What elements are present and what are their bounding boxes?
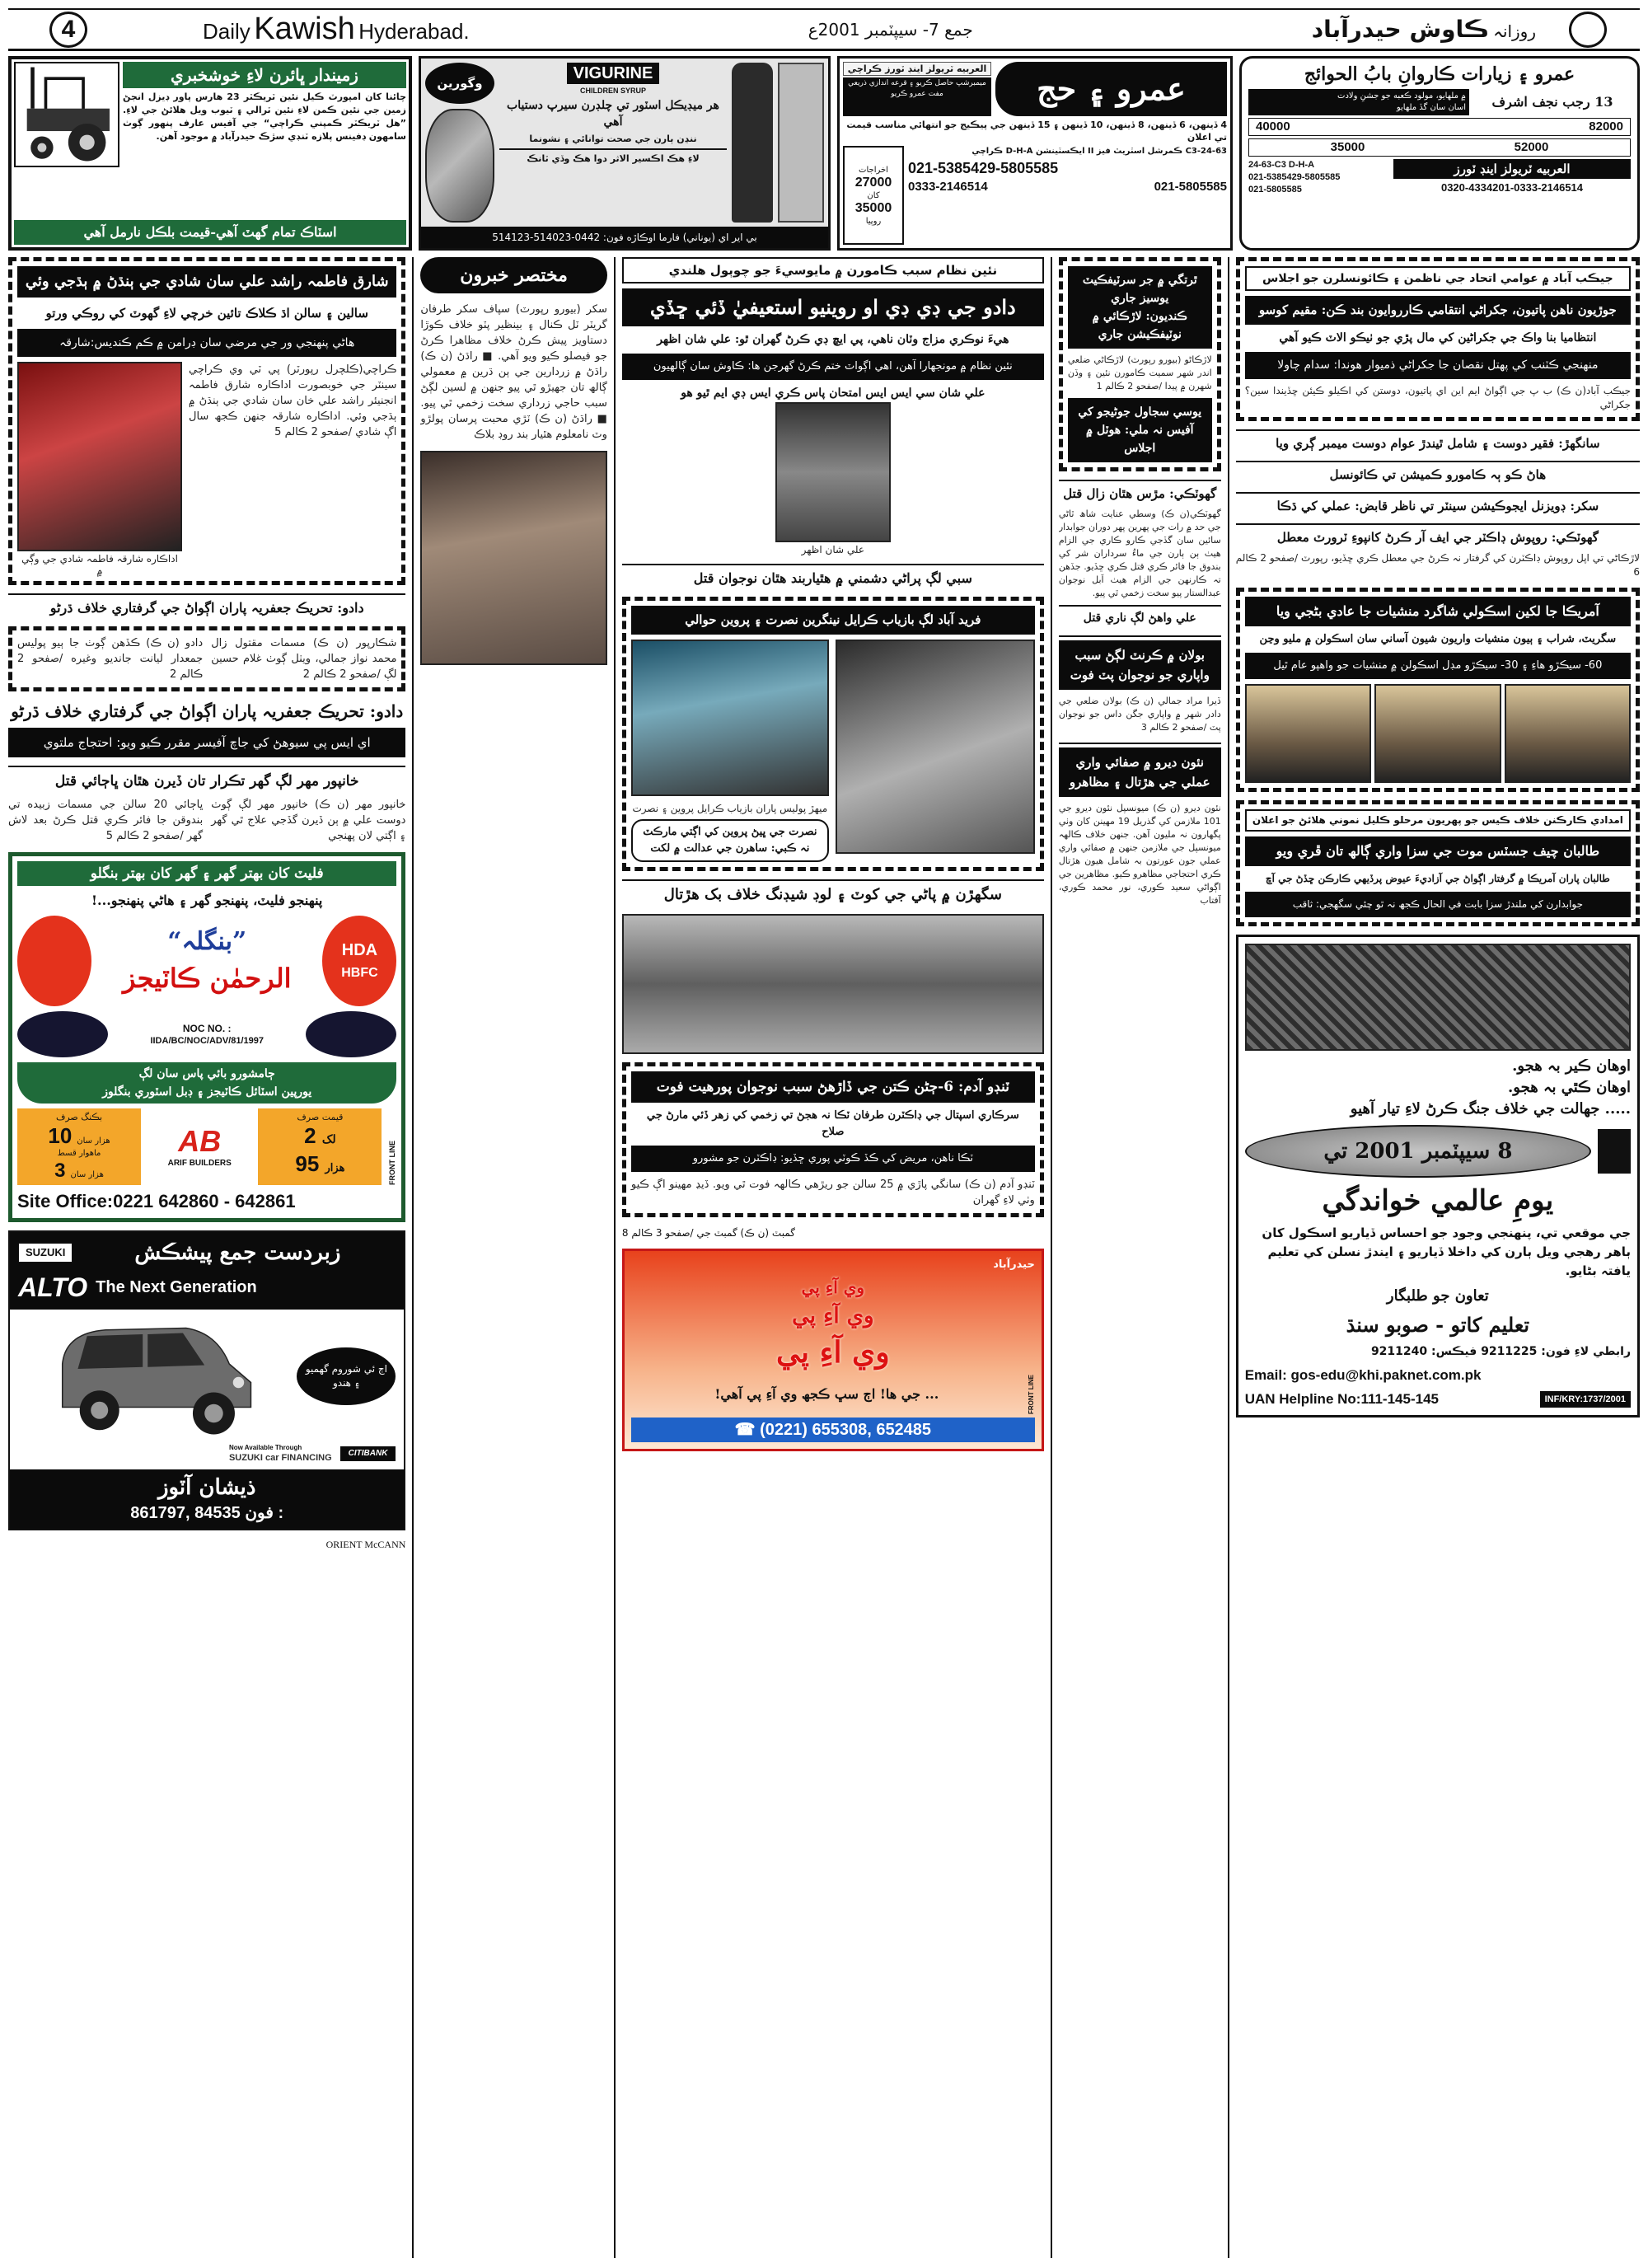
shariq-story-frame: [8, 257, 405, 585]
price-lakh: [260, 1123, 379, 1151]
karwan-line1: ۾ ملهايو، مولود ڪعبه جو جشنِ ولادت: [1337, 91, 1466, 101]
col-narrow: [420, 257, 606, 2258]
booking-row: [20, 1123, 138, 1148]
naudero-body: نئون ديرو (ن ڪ) ميونسپل نئون ديرو جي 101 ملازمن کي گذريل 19 مهينن کان وٺي پگهارون نہ مليون آهن. جنهن خلاف ڪالهہ ميونسپل جي ملازمن جنهن ۾ صفائي واري عملي جون عورتون بہ شامل هيون هڙتال ڪري احتجاجي مظاهرو ڪيو. مظاهرين جي اڳواڻي سعيد ڪوري، نور محمد ڪوري، آفتاب: [1058, 803, 1221, 906]
student-photos: [1245, 684, 1631, 783]
vigurine-tagline: CHILDREN SYRUP: [579, 87, 646, 95]
booking-value: 10: [48, 1123, 73, 1148]
literacy-department: تعليم کاتو - صوبو سنڌ: [1346, 1313, 1530, 1337]
dadu-ddo-kicker: نئين نظام سبب ڪامورن ۾ مايوسيءَ جو چوٻول هلندي: [622, 257, 1044, 284]
bungalow-ad: [8, 852, 405, 1222]
sindhi-title-brand: ڪاوش حيدرآباد: [1311, 16, 1490, 43]
suzuki-phone: 861797, 84535: [130, 1504, 241, 1522]
english-title-prefix: Daily: [203, 19, 250, 44]
bungalow-lines: [17, 1062, 396, 1104]
khanpur-body-right: خانپور مهر (ن ڪ) خانپور مهر لڳ ڳوٺ دوست علي ۾ ٻن ڏيرن گڏجي علاج ٿي گهر ۽ اڳتي لان پهنجي: [211, 799, 406, 842]
tando-adam-headline: ٽنڊو آدم: 6-ڄڻن ڪتن جي ڏاڙهڻ سبب نوجوان پورهيت فوت: [631, 1071, 1035, 1103]
top-ads-row: [8, 56, 1640, 251]
suzuki-phone-row: [18, 1502, 396, 1524]
dadu-ddo-deck: نئين نظام ۾ مونجهارا آهن، اهي اڳواٽ ختم ڪرڻ گهرجن ها: ڪاوش سان ڳالهيون: [622, 354, 1044, 380]
col-rule-3: [1228, 257, 1229, 2258]
bungalow-right-oval: [306, 1011, 396, 1057]
ghotki-murder-headline: گهوٽڪي: مڙس هٿان زال قتل: [1063, 486, 1217, 501]
umrah-hajj-packages: 4 ڏينهن، 6 ڏينهن، 8 ڏينهن، 10 ڏينهن ۽ 15 ڏينهن جي پيڪيج جو انتهائي مناسب قيمت تي اعلان: [846, 119, 1227, 143]
dadu-ddo-deck2: علي شان سي ايس ايس امتحان پاس ڪري ايس ڊي ايم ٿيو هو: [681, 387, 986, 400]
karwan-headline: عمرو ۽ زيارات ڪاروانِ بابُ الحوائج: [1304, 63, 1575, 85]
vigurine-logo: وگورين: [425, 63, 494, 104]
ali-shan-photo-block: [775, 402, 891, 555]
umrah-hajj-fax: 021-5805585: [1154, 180, 1227, 194]
mukhtasar-body: سکر (بيورو رپورٽ) سپاف سکر طرفان گريٽر ٽل ڪنال ۽ بينظير پٽو خلاف ڪوڙا دستاويز پيش ڪرڻ خلاف مظاهرا ڪرڻ جو فيصلو ڪيو ويو آهي. ■ راڌڻ (ن ڪ) راڌڻ ۾ زردارين جي ٻن ڌرين ۾ معمولي ڳالھ تان جهيڙو ٿي پيو جنهن ۾ لسين لڳڻ سبب حاجي زرداري سخت زخمي ٿي پيو. ■ راڌڻ (ن ڪ) ٽڙي محبت پرسان پولڙو وٽ نامعلوم هٿيار بند روڊ بلاڪ: [420, 303, 607, 441]
khanpur-body-left: ڀاڄائي 20 سالن جي مسمات زبيده تي بندوقن جا فائر ڪري قتل ڪرڻ بعد لاش گهر /صفحو 2 ڪالم 5: [8, 799, 204, 842]
suzuki-dealer-band: [10, 1469, 404, 1529]
financing-block: [229, 1443, 332, 1464]
literacy-quote-line2: اوهان ڪٿي بہ هجو.: [1508, 1079, 1632, 1096]
umrah-hajj-agency-block: [843, 62, 991, 116]
bungalow-agency: FRONT LINE: [388, 1141, 397, 1185]
vigurine-text: [499, 63, 727, 223]
dadu-ddo-headline: دادو جي ڊي ڊي او روينيو استعيفيٰ ڏئي ڇڏي: [622, 288, 1044, 326]
karwan-contact: [1248, 159, 1388, 245]
literacy-ad: [1236, 935, 1640, 1418]
sehwan-headline: دادو: تحريڪ جعفريہ پاران اڳواڻ جي گرفتاري خلاف ڌرڻو: [8, 593, 405, 618]
karwan-address-code: 24-63-C3: [1248, 160, 1286, 170]
jacobabad-frame: [1236, 257, 1640, 421]
child-photo: [425, 109, 494, 223]
tractor-footer: اسٽاڪ تمام گهٽ آهي-قيمت بلڪل نارمل آهي: [14, 220, 406, 245]
suzuki-model: ALTO: [18, 1272, 88, 1302]
suzuki-headline: زبردست جمع پيشڪش: [134, 1240, 341, 1265]
taliban-deck: جوابدارن کي ملندڙ سزا بابت في الحال ڪجھ نہ ٿو چئي سگهجي: ثاقب: [1245, 892, 1631, 917]
nusrat-parveen-photo: [631, 640, 829, 796]
tando-adam-body: ٽنڊو آدم (ن ڪ) سانگي پاڙي ۾ 25 سالن جو ريڙهي ڪالهہ فوت ٿي ويو. ڏيڍ مهينو اڳ ڪيو وٺي لاءِ گهران: [630, 1179, 1035, 1207]
ghotki-prison-body: لاڙڪاڻي تي اپل روپوش ڊاڪٽرن کي گرفتار نہ ڪرڻ جي معطل ڪري ڇڏيو، رپورٽ /صفحو 2 ڪالم 6: [1235, 552, 1641, 578]
suzuki-logo: SUZUKI: [18, 1243, 73, 1263]
umrah-hajj-headline: عمرو ۽ حج: [995, 62, 1227, 116]
bungalow-brand: الرحمٰن ڪاٽيجز: [122, 963, 292, 994]
phone-icon: ☎: [734, 1421, 756, 1439]
col-rule-2b: [1051, 257, 1052, 2258]
vip-tagline: ... جي ها! اڄ سڀ ڪجھ وي آءِ پي آهي!: [714, 1386, 939, 1402]
suzuki-agency: ORIENT McCANN: [325, 1539, 406, 1550]
literacy-helpline: UAN Helpline No:111-145-145: [1244, 1391, 1439, 1407]
vip-ad: [622, 1249, 1044, 1451]
karwan-address: [1248, 159, 1388, 171]
shariq-caption: اداڪاره شارقہ فاطمہ شادي جي وڳي ۾: [21, 553, 178, 576]
literacy-title: يومِ عالمي خواندگي: [1322, 1184, 1554, 1217]
certificates-h2: ڪنديون: لاڙڪائي ۾ نوٽيفڪيشن جاري: [1092, 310, 1187, 341]
certificates-frame: [1059, 257, 1221, 471]
karwan-agency: العربيه ٽريولز اينڊ ٽورز: [1393, 159, 1631, 179]
currency: روپيا: [865, 216, 882, 226]
america-schools-subhead: سگريٽ، شراب ۽ ٻيون منشيات واريون شيون آساني سان اسڪولن ۾ مليو وڃن: [1259, 633, 1617, 645]
ghotki-murder-story: [1059, 480, 1221, 627]
vigurine-headline: هر ميڊيڪل اسٽور تي چلڊرن سيرپ دستياب آهي: [507, 99, 719, 129]
bolan-headline: بولان ۾ ڪرنٽ لڳڻ سبب واپاري جو نوجوان پٽ فوت: [1059, 640, 1221, 690]
jafria-headline: دادو: تحريڪ جعفريہ پاران اڳواڻ جي گرفتاري خلاف ڌرڻو: [11, 701, 404, 721]
sanghar-headline: سانگهڙ: فقير دوست ۽ شامل ٿيندڙ عوام دوست ميمبر ڳري ويا: [1236, 429, 1640, 452]
noc-block: [115, 1022, 299, 1047]
col-rule-2: [614, 257, 616, 2258]
vigurine-footer: بي اير اي (يوناني) فارما اوڪاڙه فون: 0442-514023-514123: [421, 227, 828, 248]
naudero-headline: نئون ديرو ۾ صفائي واري عملي جي هڙتال ۽ مظاهرو: [1059, 747, 1221, 797]
karwan-ad: [1239, 56, 1640, 251]
masthead-right: [1312, 12, 1607, 48]
america-schools-frame: [1236, 588, 1640, 792]
umrah-hajj-contact: [908, 146, 1227, 245]
literacy-illustration: [1245, 944, 1631, 1051]
umrah-hajj-top: [843, 62, 1227, 116]
bungalow-price-row: [17, 1108, 396, 1185]
literacy-email: Email: gos-edu@khi.paknet.com.pk: [1244, 1367, 1482, 1383]
bungalow-word: ”بنگلہ“: [167, 927, 247, 956]
bungalow-top-banner: فليٽ کان بهتر گهر ۽ گهر کان بهتر بنگلو: [17, 861, 396, 886]
umrah-hajj-price-box: [843, 146, 904, 245]
col-mid-right: [1059, 257, 1221, 2258]
suzuki-dealer: ذيشان آٽوز: [157, 1475, 256, 1500]
price-thousand-value: 95: [295, 1151, 320, 1176]
price-from: 27000: [854, 175, 892, 190]
jacobabad-headline: جوڙيون ناهن پاتيون، جکراڻي انتقامي ڪارروايون بند ڪن: مقيم کوسو: [1245, 296, 1631, 325]
literacy-cooperation: تعاون جو طلبگار: [1386, 1287, 1489, 1305]
literacy-body: جي موقعي تي، پنهنجي وجود جو احساس ڏياريو اسڪول کان ٻاهر رهجي ويل ٻارن کي داخلا ڏياريو ۽ ايندڙ نسلن کي تعليم يافتہ بڻايو.: [1262, 1225, 1632, 1278]
suzuki-starburst: اڄ ئي شوروم گهميو ۽ هندو: [297, 1347, 396, 1405]
jafria-story: [8, 700, 405, 757]
vip-headline-2: وي آءِ پي: [792, 1304, 874, 1328]
site-office: Site Office:0221 642860 - 642861: [17, 1191, 296, 1211]
jacobabad-body: جيڪب آباد(ن ڪ) ب پ جي اڳواڻ ايم اين اي پاتيون، دوستن کي اڪيلو ڪيئن ڇڏيندا سين؟ جکراڻي: [1244, 385, 1632, 410]
bungalow-right-badge: [322, 916, 396, 1006]
bolan-body: ڏيرا مراد جمالي (ن ڪ) بولان ضلعي جي دادر شهر ۾ واپاري جگن داس جو نوجوان پٽ /صفحو 2 ڪالم 3: [1058, 696, 1221, 733]
tractor-headline: زميندار ڀائرن لاءِ خوشخبري: [123, 62, 406, 88]
karwan-dha: D-H-A: [1288, 160, 1315, 170]
alto-car-image: [18, 1314, 292, 1438]
literacy-quote-line1: اوهان ڪير بہ هجو.: [1512, 1057, 1632, 1075]
bolan-story: [1059, 635, 1221, 734]
shariq-deck: هاڻي پنهنجي ور جي مرضي سان ڊرامن ۾ ڪم ڪنديس:شارقہ: [17, 329, 396, 357]
syrup-box-image: [778, 63, 824, 223]
builder-name: ARIF BUILDERS: [167, 1158, 232, 1168]
booking-unit: هزار سان: [77, 1136, 110, 1146]
suzuki-model-row: [18, 1272, 396, 1303]
hda-label: HDA: [341, 941, 378, 959]
literacy-corner-block: [1598, 1129, 1631, 1174]
faridabad-headline: فريد آباد لڳ بازياب ڪرايل نينگرين نصرت ۽ پروين حوالي: [631, 606, 1035, 635]
literacy-quote: [1245, 1056, 1631, 1120]
certificates-headline: [1068, 266, 1212, 349]
builder-block: [147, 1108, 251, 1185]
karwan-price3: 52000: [1514, 140, 1549, 154]
karwan-mobile: 0320-4334201-0333-2146514: [1440, 181, 1584, 194]
price-to: 35000: [854, 200, 892, 215]
main-body: [8, 257, 1640, 2258]
karwan-phone: 021-5385429-5805585: [1248, 172, 1341, 182]
bungalow-left-badge: [17, 916, 91, 1006]
taliban-kicker: امدادي ڪارڪنن خلاف ڪيس جو پهريون مرحلو ڪليل نموني هلائڻ جو اعلان: [1245, 809, 1631, 832]
naudero-story: [1059, 743, 1221, 907]
suzuki-ad: [8, 1230, 405, 1530]
karwan-fax: 021-5805585: [1248, 185, 1302, 194]
tando-adam-subhead: سرڪاري اسپتال جي ڊاڪٽرن طرفان ٽڪا نہ هجڻ تي زخمي کي زهر ڏئي مارڻ جي صلاح: [646, 1109, 1019, 1138]
noc-label: NOC NO. :: [182, 1022, 232, 1034]
bungalow-center: [17, 916, 396, 1006]
shikarpur-frame: [8, 626, 405, 691]
jacobabad-deck: منهنجي ڪٽنب کي پهتل نقصان جا جکراڻي ذميوار هوندا: سدام چاولا: [1245, 352, 1631, 379]
english-title-suffix: Hyderabad.: [358, 19, 470, 44]
kamoro-headline: هاڻ ڪو ٻہ ڪامورو ڪميشن تي ڪائونسل: [1236, 461, 1640, 484]
umrah-hajj-mobile: 0333-2146514: [908, 180, 988, 194]
suzuki-car-row: [10, 1310, 404, 1443]
installment-value: 3: [54, 1160, 66, 1182]
literacy-helpline-row: [1245, 1389, 1631, 1408]
umrah-hajj-ad: [837, 56, 1233, 251]
literacy-date-row: [1245, 1125, 1631, 1178]
price-to-label: کان: [867, 190, 880, 200]
tractor-text: [123, 62, 406, 218]
vip-agency: FRONT LINE: [1027, 1375, 1035, 1414]
ghotki-prison-story: [1236, 523, 1640, 579]
shariq-body: ڪراچي(ڪلچرل رپورٽر) پي ٽي وي ڪراچي سينٽر جي خوبصورت اداڪاره شارق فاطمہ انجنيئر راشد علي خان سان شادي جي ٻنڌڻ ۾ ٻڌجي وئي. اداڪاره شارقہ جنهن ڪجھ سال اڳ شادي /صفحو 2 ڪالم 5: [189, 363, 397, 438]
hunger-strike-headline: سگهڙن ۾ پاڻي جي کوٽ ۽ لوڊ شيڊنگ خلاف بک هڙتال: [622, 879, 1044, 906]
faridabad-frame: [622, 597, 1044, 871]
khanpur-body: [8, 797, 405, 844]
umrah-hajj-address: 24-63-C3 ڪمرشل اسٽريٽ فيز II ايڪسٽينشن D-H-A ڪراچي: [971, 147, 1227, 156]
karwan-line2: اسان سان گڏ ملهايو: [1396, 103, 1466, 112]
vip-city: حيدرآباد: [993, 1258, 1035, 1271]
ali-shan-photo: [775, 402, 891, 542]
america-schools-deck: 60- سيڪڙو هاءِ ۽ 30- سيڪڙو مڊل اسڪولن ۾ منشيات جو واهپو عام ٿيل: [1245, 653, 1631, 679]
family-photo: [836, 640, 1035, 854]
vigurine-divider: [499, 148, 727, 150]
taliban-subhead: طالبان پاران آمريڪا ۾ گرفتار اڳواڻ جي آزاديءَ عيوض پرڏيهي ڪارڪن ڇڏڻ جي آڇ: [1265, 873, 1610, 884]
umrah-hajj-phone: 021-5385429-5805585: [908, 160, 1059, 176]
shariq-photo-block: [17, 362, 182, 576]
certificates-body: لاڙڪاڻو (بيورو رپورٽ) لاڙڪاڻي ضلعي اندر شهر سميت ڪامورن نئين ۽ وڏن شهرن ۾ پيدا /صفحو 2 ڪالم 1: [1067, 354, 1212, 391]
sibi-headline: سبي لڳ پراڻي دشمني ۾ هٿياربند هٿان نوجوان قتل: [622, 564, 1044, 588]
karwan-price2: 40000: [1256, 119, 1290, 134]
masthead-left: [49, 12, 470, 48]
tractor-icon: [16, 63, 118, 166]
karwan-agency-block: [1393, 159, 1631, 245]
literacy-quote-line3: ..... جهالت جي خلاف جنگ ڪرڻ لاءِ تيار آهيو: [1350, 1100, 1632, 1118]
karwan-price4: 35000: [1330, 140, 1365, 154]
ali-shan-caption: علي شان اظهر: [801, 544, 864, 555]
karwan-bottom: [1248, 159, 1631, 245]
tractor-image: [14, 62, 119, 167]
suzuki-financing-row: [10, 1443, 404, 1469]
vip-tagline-row: [631, 1375, 1035, 1414]
gambat-footer: گمبٽ (ن ڪ) گمبٽ جي /صفحو 3 ڪالم 8: [621, 1227, 795, 1239]
shariq-photo: [17, 362, 182, 551]
suzuki-phone-label: فون :: [245, 1504, 284, 1522]
certificates-h1: ٿرتگي ۾ جر سرٽيفڪيٽ يوسيز جاري: [1082, 274, 1197, 305]
hbfc-label: HBFC: [341, 966, 378, 980]
jacobabad-subhead: انتظاميا بنا واڪ جي جکراڻين کي مال پڙي جو ٺيڪو الاٽ ڪيو آهي: [1279, 331, 1597, 344]
booking-label: بڪنگ صرف: [55, 1112, 103, 1122]
page-number: 4: [49, 12, 87, 48]
mukhtasar-title: مختصر خبرون: [420, 257, 606, 293]
student-photo-1: [1245, 684, 1371, 783]
karwan-prices-row2: [1248, 138, 1631, 157]
installment-label: ماهوار قسط: [57, 1149, 101, 1158]
price-box: [258, 1108, 382, 1185]
price-lakh-value: 2: [304, 1123, 316, 1148]
faridabad-content: [631, 640, 1035, 862]
vigurine-line1: ننڍن ٻارن جي صحت توانائي ۽ نشونما: [529, 134, 697, 144]
suzuki-top-band: [10, 1232, 404, 1310]
vip-phone-bar: [631, 1418, 1035, 1442]
student-photo-2: [1374, 684, 1501, 783]
syrup-bottle-image: [732, 63, 773, 223]
karwan-lines: [1248, 89, 1469, 115]
khanpur-story: [8, 766, 405, 844]
bungalow-brand-block: [98, 926, 316, 996]
vip-headline-3: وي آءِ پي: [776, 1335, 890, 1370]
page-circle-right: [1569, 12, 1607, 48]
ghotki-prison-headline: گهوٽڪي: روپوش ڊاڪٽر جي ايف آر ڪرڻ کانپوءِ ٽرورٽ معطل: [1276, 530, 1599, 545]
america-schools-headline: آمريڪا جا لکين اسڪولي شاگرد منشيات جا عادي بڻجي ويا: [1245, 597, 1631, 626]
literacy-date: 8 سيپٽمبر 2001 تي: [1245, 1125, 1591, 1178]
installment-unit: هزار سان: [70, 1170, 104, 1179]
col-right: [1236, 257, 1640, 2258]
bungalow-noc-row: [17, 1011, 396, 1057]
citibank-logo: CITIBANK: [340, 1446, 396, 1461]
english-title-brand: Kawish: [254, 12, 355, 46]
faridabad-left: [631, 640, 829, 862]
faridabad-caption: ميهڙ پوليس پاران بازياب ڪرايل پروين ۽ نصرت: [632, 803, 828, 814]
noc-value: IIDA/BC/NOC/ADV/81/1997: [150, 1035, 264, 1046]
suzuki-model-tagline: The Next Generation: [96, 1278, 257, 1296]
protest-photo: [622, 914, 1044, 1054]
bungalow-left-oval: [17, 1011, 108, 1057]
sindhi-title: [1312, 16, 1536, 43]
vigurine-brand: VIGURINE: [567, 63, 660, 84]
umrah-hajj-bottom: [843, 146, 1227, 245]
model-photo: [420, 451, 606, 665]
car-icon: [18, 1314, 292, 1438]
dadu-ddo-story: [622, 257, 1044, 555]
umrah-hajj-membership: ميمبرشپ حاصل ڪريو ۽ قرعه اندازي ذريعي مفت عمرو ڪريو: [843, 77, 991, 116]
bungalow-line1: ڄامشورو بائي پاس سان لڳ: [138, 1067, 275, 1080]
bungalow-line2: يورپين اسٽائل ڪاٽيجز ۽ ڊبل اسٽوري بنگلوز: [102, 1085, 312, 1099]
price-lakh-unit: لک: [321, 1132, 336, 1146]
price-thousand-unit: هزار: [325, 1161, 345, 1174]
tractor-top: [12, 59, 409, 220]
jafria-subhead: اي ايس پي سيوهڻ کي جاچ آفيسر مقرر ڪيو ويو: احتجاج ملتوي: [8, 728, 405, 757]
vigurine-ad: [419, 56, 831, 251]
booking-box: [17, 1108, 141, 1185]
umrah-hajj-agency: العربيه ٽريولز اينڊ ٽورز ڪراچي: [843, 62, 991, 76]
karwan-price1: 82000: [1589, 119, 1623, 134]
tando-adam-frame: [622, 1062, 1044, 1217]
expense-label: اخراجات: [859, 165, 888, 175]
col-rule-1: [412, 257, 414, 2258]
col-center: [622, 257, 1044, 2258]
bungalow-subhead: پنهنجو فليٽ، پنهنجو گهر ۽ هاڻي پنهنجو...!: [91, 893, 323, 908]
karwan-date-line: 13 رجب نجف اشرف: [1491, 94, 1613, 110]
vigurine-left: [425, 63, 494, 223]
col-left: [8, 257, 405, 2258]
karwan-prices-row1: [1248, 118, 1631, 136]
ali-wahan-headline: علي واهڻ لڳ ناري قتل: [1059, 605, 1221, 627]
student-photo-3: [1505, 684, 1631, 783]
faridabad-quote: نصرت جي ڀيڻ پروين کي اڳتي مارڪٽ نہ ڪبي: ساهرن جي عدالت ۾ لکت: [631, 819, 829, 862]
umrah-hajj-numbers: [908, 179, 1227, 195]
dadu-ddo-subhead: هيءَ نوڪري مزاج وٽان ناهي، پي ايڇ ڊي ڪرڻ گهران ٿو: علي شان اظهر: [657, 333, 1009, 346]
vip-phone: (0221) 655308, 652485: [760, 1421, 932, 1439]
financing-top: Now Available Through: [228, 1444, 302, 1451]
tando-adam-deck: ٽڪا ناهن، مريض کي ڪڏ ڪوٽي پوري ڇڏيو: ڊاڪٽرن جو مشورو: [631, 1146, 1035, 1172]
vigurine-main: [421, 59, 828, 227]
shariq-headline: شارق فاطمہ راشد علي سان شادي جي ٻنڌڻ ۾ ٻڌجي وئي: [17, 266, 396, 298]
taliban-headline: طالبان چيف جسٽس موت جي سزا واري ڳالھ تان ڦري ويو: [1245, 836, 1631, 866]
jacobabad-kicker: جيڪب آباد ۾ عوامي اتحاد جي ناظمن ۽ ڪائونسلرن جو اجلاس: [1245, 266, 1631, 291]
installment-row: [20, 1160, 138, 1183]
sukkur-headline: سکر: ڊويزنل ايجوڪيشن سينٽر تي ناظر قابض: عملي کي ڌڪا: [1236, 492, 1640, 515]
dadu-small-body: دادو (ن ڪ) ڪڏهن ڳوٺ جا ٻيو پوليس جمعدار ليانت جانديو وغيره /صفحو 2 ڪالم 2: [17, 637, 204, 681]
ghotki-murder-body: گهوٽڪي(ن ڪ) وسطي عنايت شاھ ٿاڻي جي حد ۾ رات جي پهرين پهر دوران جوابدار سائين سان گڏجي ڪارو ڪاري جي الزام هيٺ ٻن ٻارن جي ماءُ سرداران شر کي بندوق جا فائر ڪري قتل ڪري ڇڏيو. جڏهن تہ ڪارنهن جي الزام هيٺ اَبل نوجوان عبدالستار پيو سخت زخمي ٿي پيو.: [1058, 508, 1221, 598]
literacy-ref: INF/KRY:1737/2001: [1540, 1391, 1631, 1408]
suzuki-top-row: [18, 1239, 396, 1267]
shariq-content: [17, 362, 396, 576]
issue-date: جمع 7- سيپٽمبر 2001ع: [808, 19, 973, 40]
sindhi-title-prefix: روزانہ: [1493, 21, 1536, 41]
english-title: [203, 12, 470, 47]
price-thousand: [260, 1151, 379, 1180]
financing-brand: SUZUKI car FINANCING: [228, 1453, 332, 1463]
taliban-frame: [1236, 800, 1640, 926]
usi-headline: يوسي سجاول جوڻيجو کي آفيس نہ ملي: هوٽل ۾ اجلاس: [1068, 398, 1212, 462]
shariq-subhead: سالين ۽ سالن اڌ ڪلاڪ تائين خرچي لاءِ گهوٽ کي روڪي ورتو: [45, 306, 368, 321]
khanpur-headline: خانپور مهر لڳ گهر تڪرار تان ڏيرن هٿان ڀاڄائي قتل: [54, 773, 359, 790]
literacy-contact: رابطي لاءِ فون: 9211225 فيڪس: 9211240: [1370, 1345, 1632, 1358]
vigurine-line2: لاءِ هڪ اڪسير الاثر دوا هڪ وڏي ٽانڪ: [527, 153, 700, 164]
tractor-body: چائنا کان امپورٽ ڪيل نئين ٽريڪٽر 23 هارس پاور ڊيزل انجڻ زمين جي نئين ڪمن لاءِ نئين ٽرالي ۽ ٽيوب ويل هلائڻ جي لاءِ. ”هل ٽريڪٽر ڪمپني ڪراچي“ جي آفيس عارف پنهور ڳوٺ سامهون ڊفينس پلازه ٽنڊي سڙڪ حيدرآباد ۾ موجود آهن.: [123, 91, 406, 142]
masthead: [8, 8, 1640, 51]
price-label: قيمت صرف: [297, 1112, 344, 1122]
karwan-mid: [1248, 89, 1631, 115]
tractor-ad: [8, 56, 412, 251]
vip-headline-1: وي آءِ پي: [801, 1277, 865, 1297]
builder-logo: AB: [178, 1123, 222, 1158]
shikarpur-body: شڪارپور (ن ڪ) مسمات مقتول زال محمد نواز جمالي، ويٺل ڳوٺ غلام حسين لڳ /صفحو 2 ڪالم 2: [211, 637, 397, 681]
